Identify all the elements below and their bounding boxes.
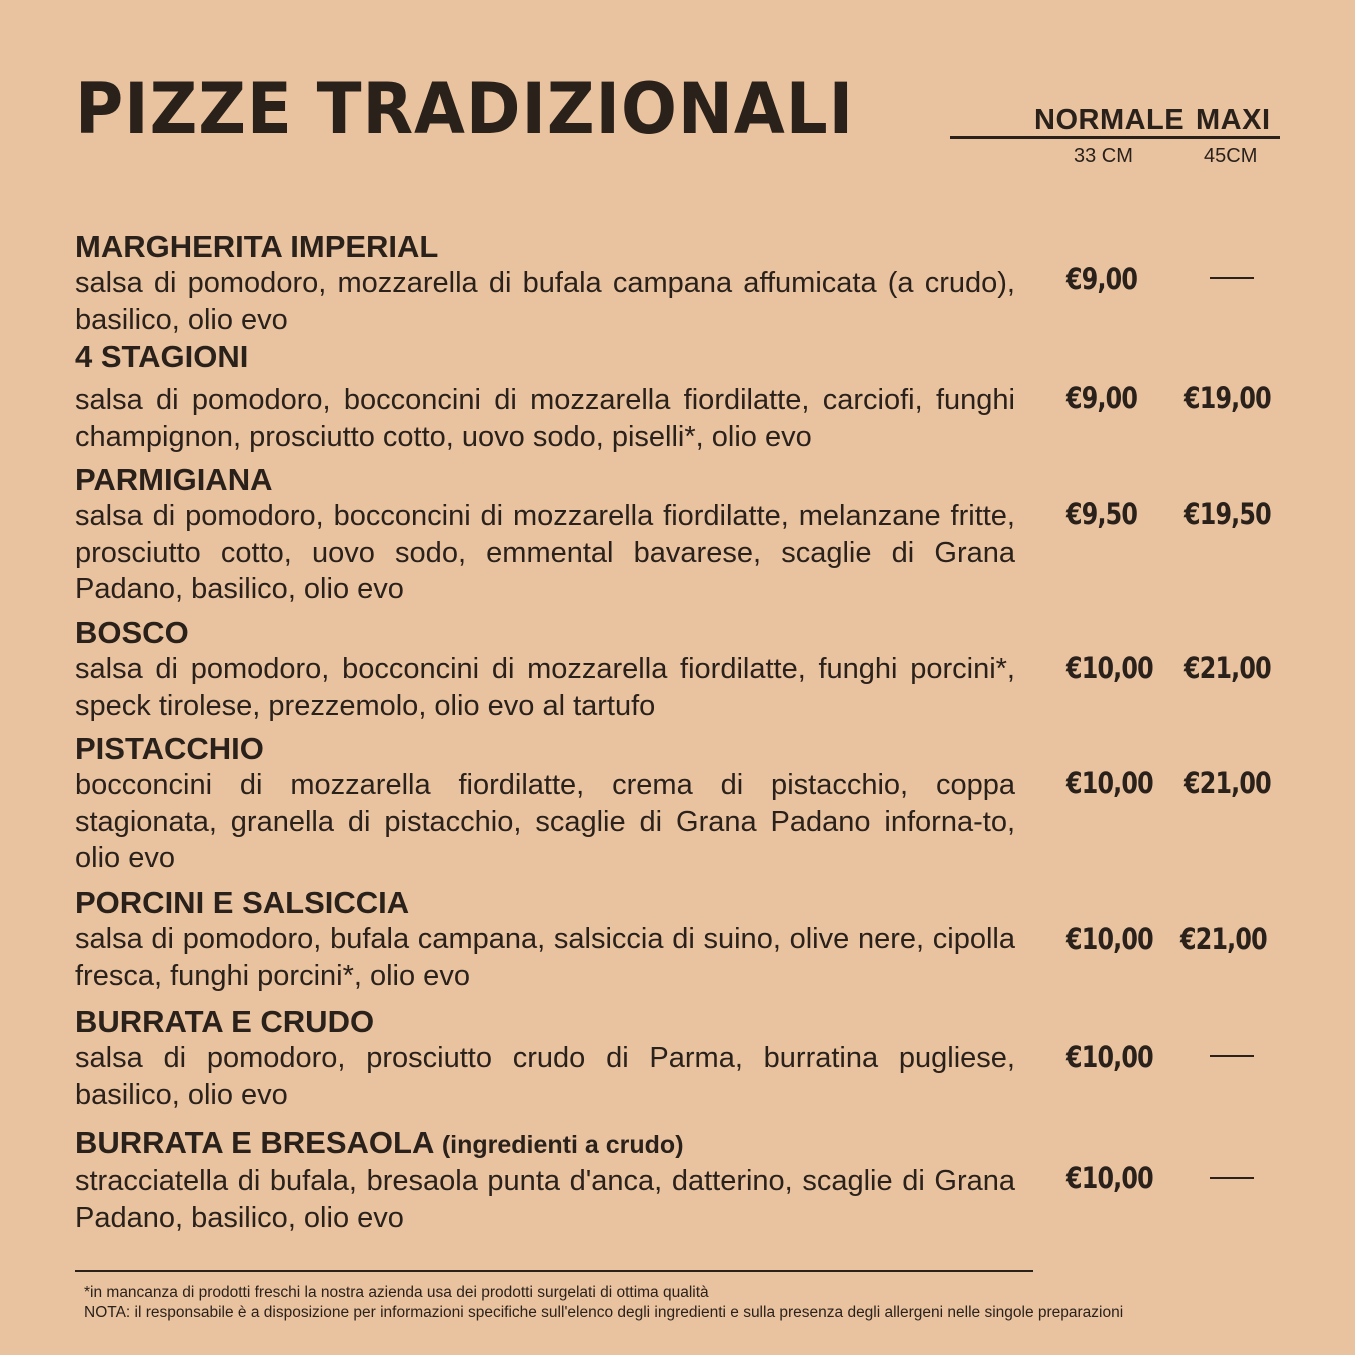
price-normale: €10,00 [1066, 922, 1153, 956]
price-maxi-unavailable [1210, 277, 1254, 279]
price-maxi: €21,00 [1180, 922, 1267, 956]
menu-item-description: salsa di pomodoro, bocconcini di mozzarella fiordilatte, carciofi, funghi champignon, prosciutto cotto, uovo sodo, piselli*, olio evo [75, 384, 1015, 453]
price-normale: €9,00 [1066, 262, 1138, 296]
menu-item-name: MARGHERITA IMPERIAL [75, 229, 439, 264]
column-size-maxi: 45CM [1204, 145, 1258, 167]
menu-item [75, 229, 1015, 338]
menu-item-name: BURRATA E CRUDO [75, 1004, 375, 1039]
menu-item [75, 885, 1015, 994]
price-normale: €10,00 [1066, 766, 1153, 800]
menu-item [75, 615, 1015, 724]
menu-item [75, 1125, 1015, 1236]
header-divider [950, 136, 1280, 139]
menu-item-description: salsa di pomodoro, prosciutto crudo di Parma, burratina pugliese, basilico, olio evo [75, 1042, 1015, 1111]
menu-item [75, 339, 1015, 455]
menu-item-name: PARMIGIANA [75, 462, 273, 497]
page-title: PIZZE TRADIZIONALI [75, 68, 855, 150]
column-size-normale: 33 CM [1074, 145, 1133, 167]
menu-item-note: (ingredienti a crudo) [441, 1131, 684, 1159]
price-maxi-unavailable [1210, 1177, 1254, 1179]
price-maxi-unavailable [1210, 1055, 1254, 1057]
price-normale: €10,00 [1066, 651, 1153, 685]
price-maxi: €19,50 [1184, 497, 1271, 531]
column-header-maxi: MAXI [1196, 104, 1271, 136]
menu-item-name [75, 1125, 1015, 1163]
menu-item [75, 1004, 1015, 1113]
menu-item [75, 731, 1015, 877]
price-maxi: €21,00 [1184, 766, 1271, 800]
menu-item-name: PORCINI E SALSICCIA [75, 885, 410, 920]
menu-item-name-text: BURRATA E BRESAOLA [75, 1125, 434, 1160]
price-normale: €10,00 [1066, 1040, 1153, 1074]
menu-item-description: salsa di pomodoro, bufala campana, salsiccia di suino, olive nere, cipolla fresca, funghi porcini*, olio evo [75, 923, 1015, 992]
price-maxi: €19,00 [1184, 381, 1271, 415]
footer-frozen-note: *in mancanza di prodotti freschi la nostra azienda usa dei prodotti surgelati di ottima qualità [84, 1284, 709, 1301]
menu-item-description: stracciatella di bufala, bresaola punta d'anca, datterino, scaglie di Grana Padano, basilico, olio evo [75, 1165, 1015, 1234]
price-normale: €9,00 [1066, 381, 1138, 415]
menu-item [75, 462, 1015, 608]
price-normale: €9,50 [1066, 497, 1138, 531]
price-normale: €10,00 [1066, 1161, 1153, 1195]
price-maxi: €21,00 [1184, 651, 1271, 685]
column-header-normale: NORMALE [1034, 104, 1185, 136]
menu-item-description: bocconcini di mozzarella fiordilatte, crema di pistacchio, coppa stagionata, granella di pistacchio, scaglie di Grana Padano inforna-to, olio evo [75, 769, 1015, 874]
footer-allergen-note: NOTA: il responsabile è a disposizione per informazioni specifiche sull'elenco degli ingredienti e sulla presenza degli allergeni nelle singole preparazioni [84, 1304, 1124, 1321]
menu-item-description: salsa di pomodoro, bocconcini di mozzarella fiordilatte, funghi porcini*, speck tirolese, prezzemolo, olio evo al tartufo [75, 653, 1015, 722]
footer-divider [75, 1270, 1033, 1272]
menu-item-description: salsa di pomodoro, mozzarella di bufala campana affumicata (a crudo), basilico, olio evo [75, 267, 1015, 336]
menu-item-name: PISTACCHIO [75, 731, 264, 766]
menu-item-name: BOSCO [75, 615, 189, 650]
menu-item-description: salsa di pomodoro, bocconcini di mozzarella fiordilatte, melanzane fritte, prosciutto cotto, uovo sodo, emmental bavarese, scaglie di Grana Padano, basilico, olio evo [75, 500, 1015, 605]
menu-item-name: 4 STAGIONI [75, 339, 249, 374]
